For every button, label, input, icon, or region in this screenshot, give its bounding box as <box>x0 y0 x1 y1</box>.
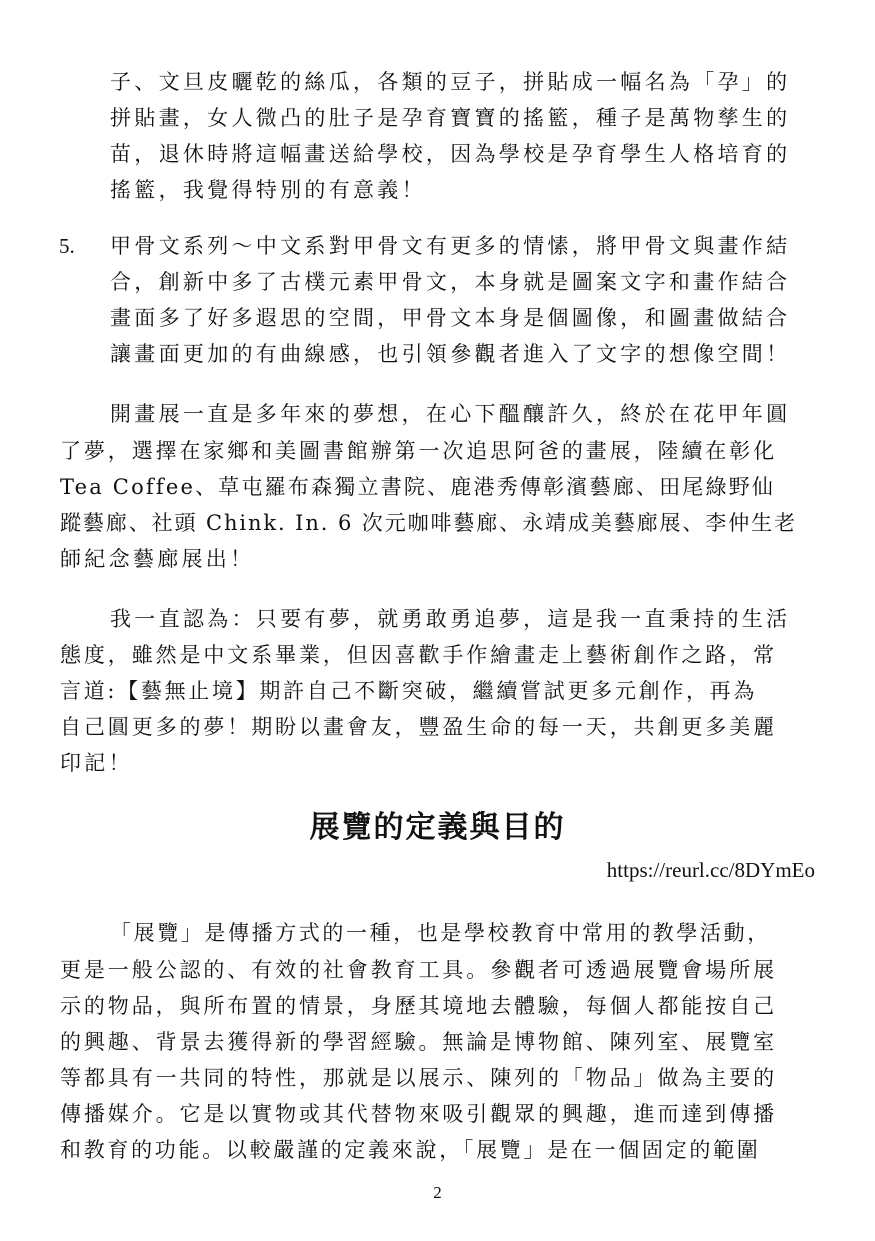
text-line: 了夢，選擇在家鄉和美圖書館辦第一次追思阿爸的畫展，陸續在彰化 <box>60 439 777 463</box>
list-item-number: 5. <box>59 234 75 258</box>
text-line: 苗，退休時將這幅畫送給學校，因為學校是孕育學生人格培育的 <box>110 142 791 166</box>
text-line: 言道:【藝無止境】期許自己不斷突破，繼續嘗試更多元創作，再為 <box>60 679 758 703</box>
text-line: 自己圓更多的夢！期盼以畫會友，豐盈生命的每一天，共創更多美麗 <box>60 715 777 739</box>
text-line: 甲骨文系列～中文系對甲骨文有更多的情愫，將甲骨文與畫作結 <box>110 234 791 258</box>
text-line: 印記！ <box>60 751 133 775</box>
text-line: 「展覽」是傳播方式的一種，也是學校教育中常用的教學活動， <box>110 921 771 945</box>
text-line: 的興趣、背景去獲得新的學習經驗。無論是博物館、陳列室、展覽室 <box>60 1030 777 1054</box>
text-line: 態度，雖然是中文系畢業，但因喜歡手作繪畫走上藝術創作之路，常 <box>60 643 777 667</box>
text-line: 合，創新中多了古樸元素甲骨文，本身就是圖案文字和畫作結合 <box>110 270 791 294</box>
text-line: 讓畫面更加的有曲線感，也引領參觀者進入了文字的想像空間！ <box>110 342 791 366</box>
text-line: 子、文旦皮曬乾的絲瓜，各類的豆子，拼貼成一幅名為「孕」的 <box>110 70 791 94</box>
text-line: 示的物品，與所布置的情景，身歷其境地去體驗，每個人都能按自己 <box>60 994 777 1018</box>
text-line: 傳播媒介。它是以實物或其代替物來吸引觀眾的興趣，進而達到傳播 <box>60 1102 777 1126</box>
text-line: 師紀念藝廊展出！ <box>60 547 255 571</box>
text-line: 等都具有一共同的特性，那就是以展示、陳列的「物品」做為主要的 <box>60 1066 777 1090</box>
text-line: 更是一般公認的、有效的社會教育工具。參觀者可透過展覽會場所展 <box>60 958 777 982</box>
text-line: Tea Coffee、草屯羅布森獨立書院、鹿港秀傳彰濱藝廊、田尾綠野仙 <box>60 475 776 499</box>
text-line: 我一直認為：只要有夢，就勇敢勇追夢，這是我一直秉持的生活 <box>110 607 791 631</box>
page-number: 2 <box>433 1183 442 1202</box>
section-title: 展覽的定義與目的 <box>309 810 566 845</box>
text-line: 開畫展一直是多年來的夢想，在心下醞釀許久，終於在花甲年圓 <box>110 402 791 426</box>
text-line: 和教育的功能。以較嚴謹的定義來說，「展覽」是在一個固定的範圍 <box>60 1138 761 1162</box>
text-line: 畫面多了好多遐思的空間，甲骨文本身是個圖像，和圖畫做結合 <box>110 306 791 330</box>
text-line: 搖籃，我覺得特別的有意義！ <box>110 178 426 202</box>
text-line: 拼貼畫，女人微凸的肚子是孕育寶寶的搖籃，種子是萬物孳生的 <box>110 106 791 130</box>
source-url: https://reurl.cc/8DYmEo <box>606 858 815 882</box>
text-line: 蹤藝廊、社頭 Chink. In. 6 次元咖啡藝廊、永靖成美藝廊展、李仲生老 <box>60 511 797 535</box>
